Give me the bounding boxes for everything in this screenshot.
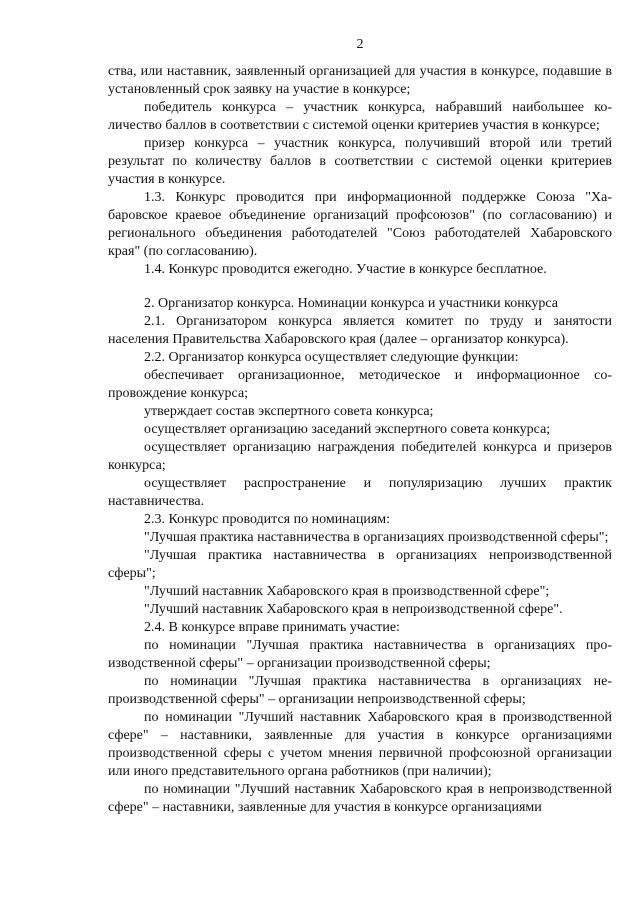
- section-heading-2: 2. Организатор конкурса. Номинации конкурса и участники конкурса: [144, 296, 558, 311]
- paragraph-2-1: 2.1. Организатором конкурса является комитет по труду и занятости населения Правительства Хабаровского края (далее – организатор конкурса).: [108, 314, 612, 347]
- nomination-best-practice-production: "Лучшая практика наставничества в организациях производственной сферы";: [144, 530, 609, 545]
- paragraph-2-4: 2.4. В конкурсе вправе принимать участие:: [144, 620, 400, 635]
- paragraph-1-3: 1.3. Конкурс проводится при информационной поддержке Союза "Хабаровское краевое объединение организаций профсоюзов" (по согласованию) и регионального объединения работодателей "Союз работодателей Хабаровского края" (по согласованию).: [108, 190, 612, 259]
- paragraph-participant-continuation: ства, или наставник, заявленный организацией для участия в конкурсе, подавшие в установленный срок заявку на участие в конкурсе;: [108, 64, 612, 97]
- nomination-best-mentor-non-production: "Лучший наставник Хабаровского края в непроизводственной сфере".: [144, 602, 563, 617]
- eligibility-best-practice-production: по номинации "Лучшая практика наставничества в организациях производственной сферы" – организации производственной сферы;: [108, 638, 612, 671]
- eligibility-best-mentor-non-production: по номинации "Лучший наставник Хабаровского края в непроизводственной сфере" – наставники, заявленные для участия в конкурсе организациями: [108, 782, 612, 815]
- paragraph-winner-definition: победитель конкурса – участник конкурса, набравший наибольшее количество баллов в соответствии с системой оценки критериев участия в конкурсе;: [108, 100, 612, 133]
- page-number: 2: [356, 37, 364, 52]
- eligibility-best-mentor-production: по номинации "Лучший наставник Хабаровского края в производственной сфере" – наставники, заявленные для участия в конкурсе организациями производственной сферы с учетом мнения первичной профсоюзной организации или иного представительного органа работников (при наличии);: [108, 710, 612, 779]
- document-body: [108, 63, 612, 817]
- paragraph-2-2: 2.2. Организатор конкурса осуществляет следующие функции:: [144, 350, 519, 365]
- paragraph-prize-winner-definition: призер конкурса – участник конкурса, получивший второй или третий результат по количеству баллов в соответствии с системой оценки критериев участия в конкурсе.: [108, 136, 612, 187]
- section-spacer: [108, 279, 612, 295]
- function-item-popularization: осуществляет распространение и популяризацию лучших практик наставничества.: [108, 476, 612, 509]
- function-item-organize-meetings: осуществляет организацию заседаний экспертного совета конкурса;: [144, 422, 551, 437]
- nomination-best-practice-non-production: "Лучшая практика наставничества в организациях непроизводственной сферы";: [108, 548, 612, 581]
- function-item-approve-council: утверждает состав экспертного совета конкурса;: [144, 404, 434, 419]
- nomination-best-mentor-production: "Лучший наставник Хабаровского края в производственной сфере";: [144, 584, 550, 599]
- paragraph-2-3: 2.3. Конкурс проводится по номинациям:: [144, 512, 391, 527]
- function-item-support: обеспечивает организационное, методическое и информационное сопровождение конкурса;: [108, 368, 612, 401]
- function-item-awarding: осуществляет организацию награждения победителей конкурса и призеров конкурса;: [108, 440, 612, 473]
- paragraph-1-4: 1.4. Конкурс проводится ежегодно. Участие в конкурсе бесплатное.: [144, 262, 547, 277]
- eligibility-best-practice-non-production: по номинации "Лучшая практика наставничества в организациях непроизводственной сферы" – организации непроизводственной сферы;: [108, 674, 612, 707]
